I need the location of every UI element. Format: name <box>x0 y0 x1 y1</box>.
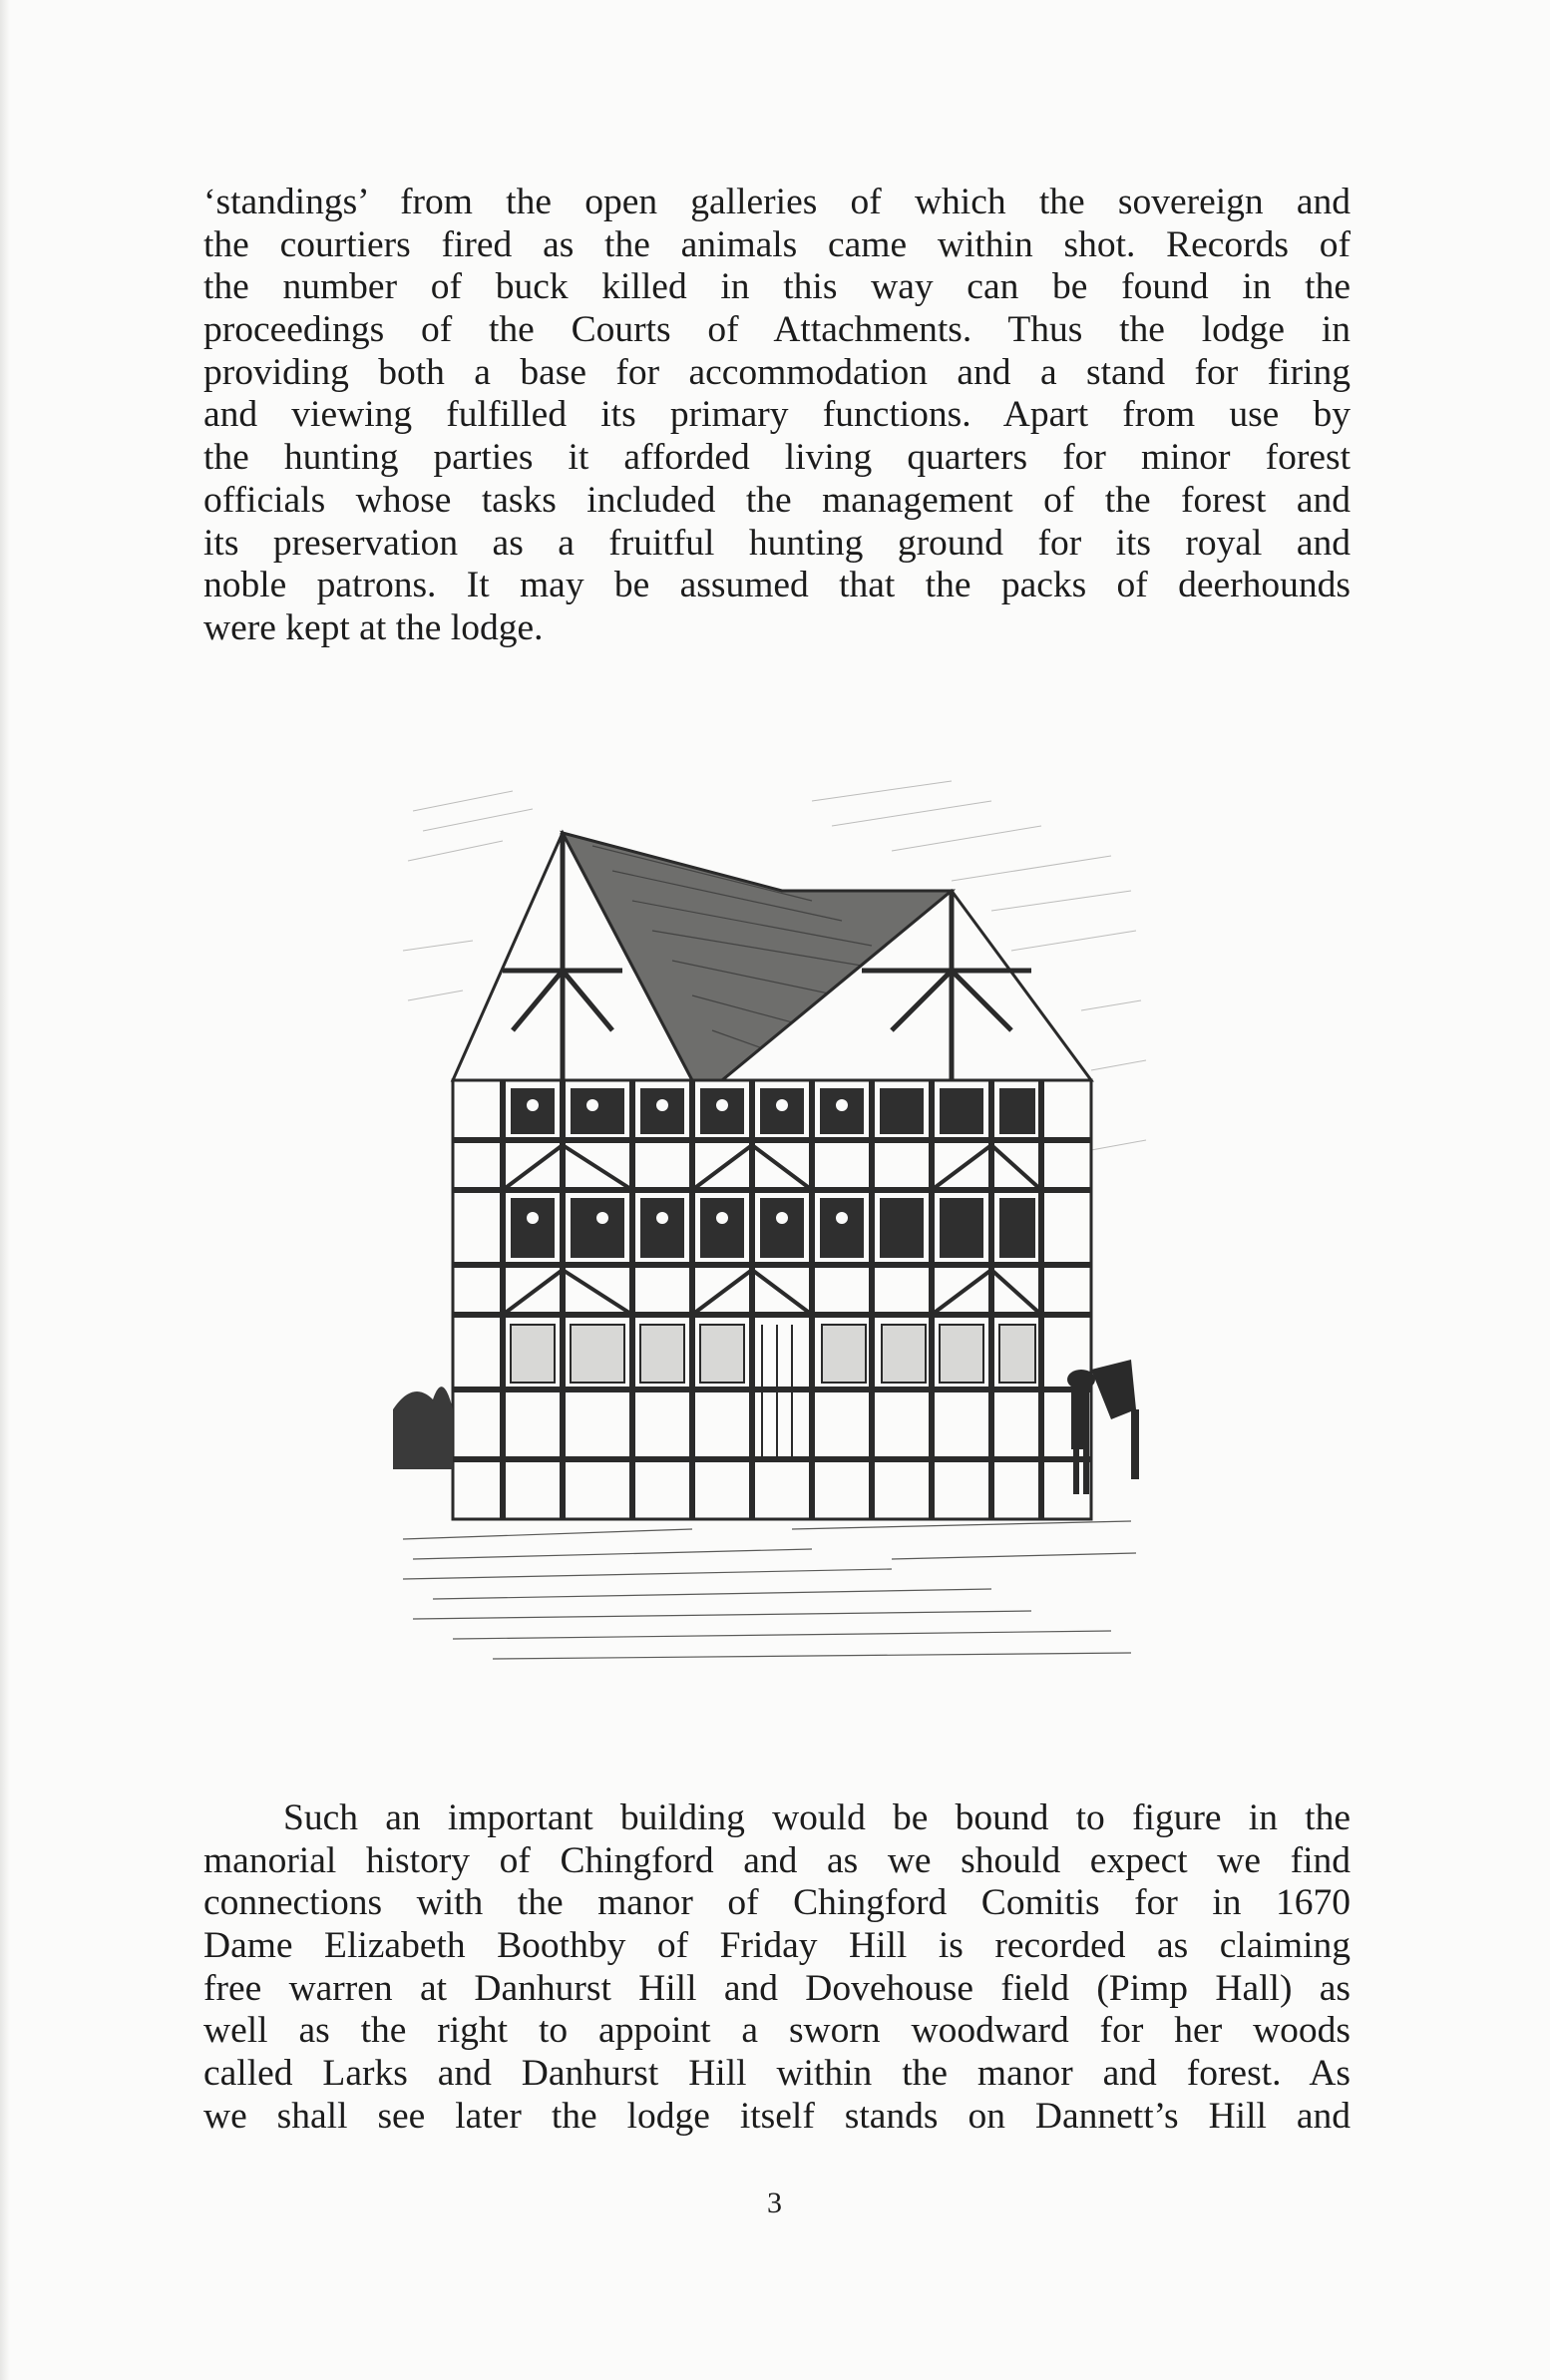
text-line: noble patrons. It may be assumed that the packs of deerhounds <box>203 565 1351 606</box>
text-line: providing both a base for accommodation and a stand for firing <box>203 351 1351 393</box>
page-edge <box>0 0 10 2380</box>
text-line: the hunting parties it afforded living quarters for minor forest <box>203 437 1351 479</box>
text-line: the courtiers fired as the animals came within shot. Records of <box>203 223 1351 265</box>
paragraph-2 <box>203 1797 1351 2139</box>
text-line: manorial history of Chingford and as we should expect we find <box>203 1839 1351 1881</box>
text-line: called Larks and Danhurst Hill within the manor and forest. As <box>203 2053 1351 2095</box>
text-line: ‘standings’ from the open galleries of which the sovereign and <box>203 182 1351 222</box>
text-line: connections with the manor of Chingford Comitis for in 1670 <box>203 1882 1351 1924</box>
text-line: well as the right to appoint a sworn woodward for her woods <box>203 2010 1351 2052</box>
text-line: were kept at the lodge. <box>203 606 544 648</box>
text-line: the number of buck killed in this way can be found in the <box>203 266 1351 308</box>
page-number: 3 <box>767 2186 783 2219</box>
text-line: Dame Elizabeth Boothby of Friday Hill is recorded as claiming <box>203 1925 1351 1967</box>
ground-hatching <box>403 1521 1136 1659</box>
hunting-lodge-illustration <box>393 771 1151 1679</box>
text-line: free warren at Danhurst Hill and Dovehouse field (Pimp Hall) as <box>203 1967 1351 2009</box>
paragraph-1 <box>203 182 1351 650</box>
text-line: proceedings of the Courts of Attachments. Thus the lodge in <box>203 309 1351 351</box>
bushes <box>393 1387 453 1469</box>
text-line: Such an important building would be bound to figure in the <box>283 1797 1351 1838</box>
hunter-figure <box>1067 1360 1139 1494</box>
text-line: and viewing fulfilled its primary functions. Apart from use by <box>203 394 1351 436</box>
text-line: we shall see later the lodge itself stands on Dannett’s Hill and <box>203 2095 1351 2137</box>
text-line: its preservation as a fruitful hunting ground for its royal and <box>203 522 1351 564</box>
text-line: officials whose tasks included the management of the forest and <box>203 479 1351 521</box>
